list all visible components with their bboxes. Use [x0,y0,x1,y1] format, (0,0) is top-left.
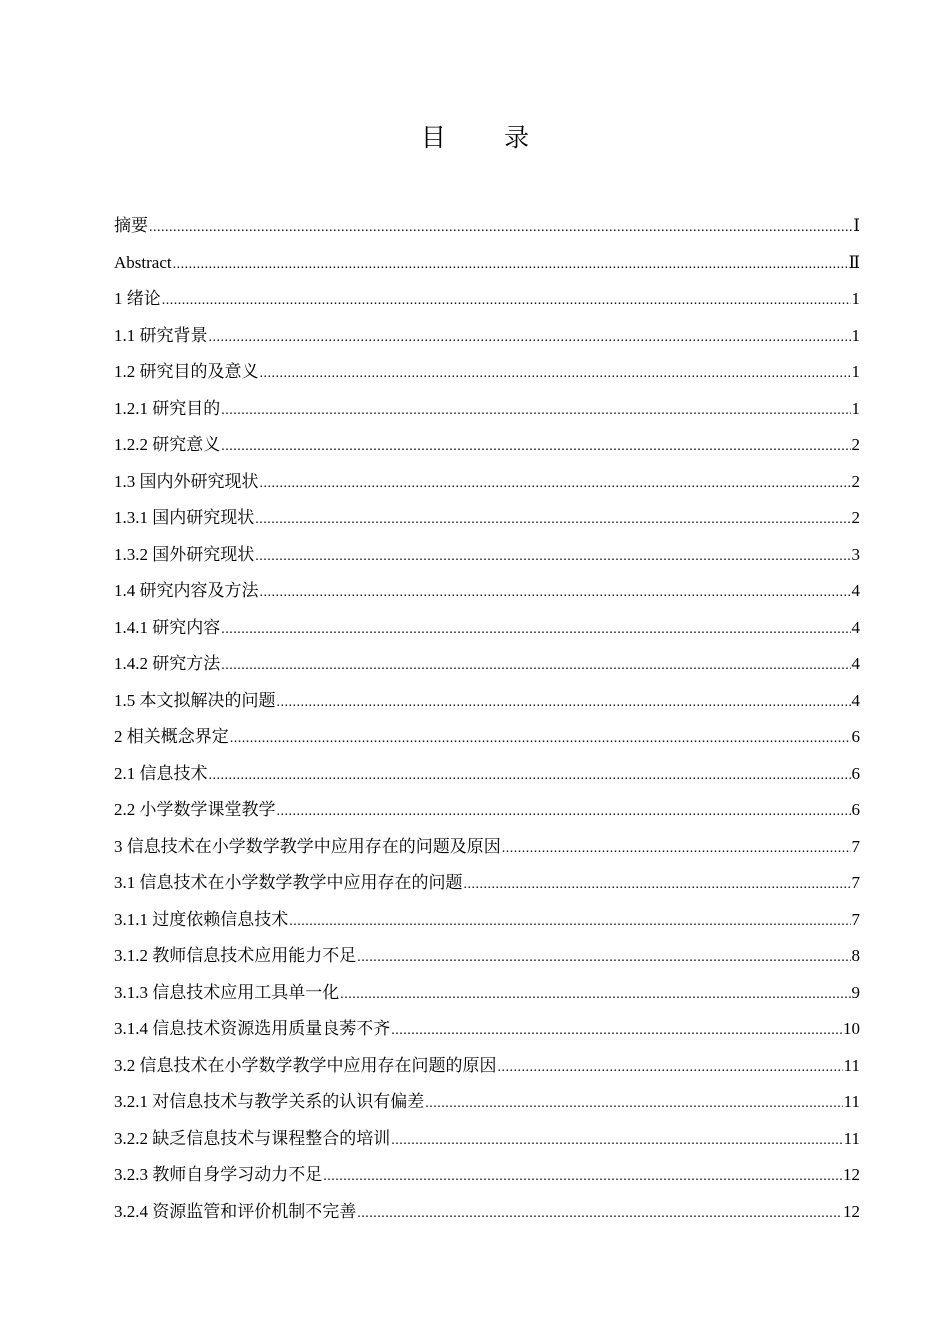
toc-entry[interactable] [114,796,860,833]
toc-entry-label: 1.2.1 研究目的 [114,398,221,418]
dot-leader [162,287,851,315]
toc-entry-label: 3.1 信息技术在小学数学教学中应用存在的问题 [114,873,463,892]
dot-leader [149,214,852,242]
dot-leader [260,579,851,607]
toc-entry[interactable] [114,431,860,468]
toc-entry-label: 1.4.1 研究内容 [114,617,221,637]
toc-entry-page-number: 4 [851,690,860,710]
dot-leader [209,762,851,790]
toc-entry-label: 3.1.2 教师信息技术应用能力不足 [114,946,357,965]
toc-entry-label: 1.3.2 国外研究现状 [114,544,255,564]
toc-entry-page-number: 7 [851,909,860,929]
dot-leader [221,652,850,680]
toc-entry[interactable] [114,760,860,797]
toc-entry[interactable] [114,212,860,249]
dot-leader [340,981,850,1009]
toc-entry-label: 1.2.2 研究意义 [114,435,221,454]
toc-entry[interactable] [114,687,860,724]
toc-entry-label: 2.2 小学数学课堂教学 [114,800,276,819]
toc-entry[interactable] [114,1015,860,1052]
dot-leader [425,1090,842,1118]
dot-leader [173,251,848,279]
toc-entry[interactable] [114,358,860,395]
toc-entry-label: 3.1.4 信息技术资源选用质量良莠不齐 [114,1019,391,1038]
toc-entry-page-number: 12 [843,1165,860,1184]
toc-entry-page-number: 11 [843,1128,860,1148]
dot-leader [323,1163,842,1191]
toc-entry-label: 2.1 信息技术 [114,763,208,783]
toc-entry-label: 1.5 本文拟解决的问题 [114,690,276,710]
toc-entry[interactable] [114,723,860,760]
dot-leader [230,725,851,753]
toc-entry-label: 1 绪论 [114,289,161,308]
toc-entry-label: 摘要 [114,216,148,235]
toc-entry-label: 1.4 研究内容及方法 [114,581,259,600]
toc-entry-label: 3.2.1 对信息技术与教学关系的认识有偏差 [114,1092,425,1111]
toc-entry-page-number: 7 [851,836,860,856]
toc-entry[interactable] [114,468,860,505]
toc-entry-label: 1.1 研究背景 [114,325,208,345]
toc-entry[interactable] [114,1161,860,1198]
toc-entry-page-number: Ⅰ [853,216,860,235]
toc-entry[interactable] [114,541,860,578]
toc-entry-page-number: 6 [851,800,860,819]
toc-entry[interactable] [114,285,860,322]
toc-entry-page-number: 4 [851,617,860,637]
dot-leader [221,433,850,461]
toc-list [114,212,860,1234]
toc-entry-label: 3.2.4 资源监管和评价机制不完善 [114,1201,357,1221]
toc-entry-page-number: 1 [851,289,860,308]
toc-entry-label: 3.2.2 缺乏信息技术与课程整合的培训 [114,1128,391,1148]
dot-leader [221,616,850,644]
toc-entry[interactable] [114,869,860,906]
toc-entry[interactable] [114,942,860,979]
dot-leader [289,908,850,936]
toc-entry-page-number: Ⅱ [848,252,860,272]
toc-entry-page-number: 4 [851,581,860,600]
toc-entry[interactable] [114,249,860,286]
toc-entry-page-number: 2 [851,435,860,454]
dot-leader [391,1127,842,1155]
toc-entry[interactable] [114,979,860,1016]
toc-entry-page-number: 1 [851,362,860,381]
toc-entry-page-number: 7 [851,873,860,892]
toc-entry-page-number: 2 [851,471,860,491]
toc-entry[interactable] [114,504,860,541]
toc-entry[interactable] [114,650,860,687]
dot-leader [209,324,851,352]
dot-leader [260,470,851,498]
toc-entry-page-number: 9 [851,982,860,1002]
toc-entry-label: 3.2.3 教师自身学习动力不足 [114,1165,323,1184]
dot-leader [391,1017,842,1045]
toc-entry-page-number: 2 [851,508,860,527]
toc-entry[interactable] [114,1052,860,1089]
dot-leader [221,397,850,425]
toc-entry-label: 1.3 国内外研究现状 [114,471,259,491]
dot-leader [498,1054,843,1082]
toc-entry-page-number: 10 [843,1019,860,1038]
toc-entry-label: 3.2 信息技术在小学数学教学中应用存在问题的原因 [114,1055,497,1075]
toc-entry[interactable] [114,322,860,359]
toc-entry-page-number: 11 [843,1092,860,1111]
toc-entry[interactable] [114,833,860,870]
toc-entry-label: 1.2 研究目的及意义 [114,362,259,381]
dot-leader [357,1200,842,1228]
dot-leader [277,689,851,717]
toc-entry[interactable] [114,577,860,614]
toc-entry-page-number: 8 [851,946,860,965]
toc-entry-page-number: 11 [843,1055,860,1075]
toc-entry[interactable] [114,1088,860,1125]
toc-entry-page-number: 1 [851,398,860,418]
toc-entry-page-number: 12 [843,1201,860,1221]
toc-entry-label: 1.3.1 国内研究现状 [114,508,255,527]
toc-entry-label: 3.1.1 过度依赖信息技术 [114,909,289,929]
toc-entry-label: Abstract [114,252,172,272]
toc-entry-label: 3.1.3 信息技术应用工具单一化 [114,982,340,1002]
dot-leader [357,944,850,972]
toc-entry-page-number: 4 [851,654,860,673]
toc-entry-label: 2 相关概念界定 [114,727,229,746]
dot-leader [260,360,851,388]
toc-entry-page-number: 6 [851,763,860,783]
dot-leader [277,798,851,826]
toc-title: 目 录 [420,125,556,152]
toc-entry-page-number: 1 [851,325,860,345]
dot-leader [464,871,851,899]
toc-entry-page-number: 3 [851,544,860,564]
toc-entry-label: 3 信息技术在小学数学教学中应用存在的问题及原因 [114,836,501,856]
toc-entry-label: 1.4.2 研究方法 [114,654,221,673]
toc-entry-page-number: 6 [851,727,860,746]
toc-entry[interactable] [114,614,860,651]
toc-entry[interactable] [114,395,860,432]
toc-entry[interactable] [114,1198,860,1235]
toc-entry[interactable] [114,906,860,943]
toc-entry[interactable] [114,1125,860,1162]
dot-leader [255,543,850,571]
dot-leader [502,835,851,863]
dot-leader [255,506,850,534]
